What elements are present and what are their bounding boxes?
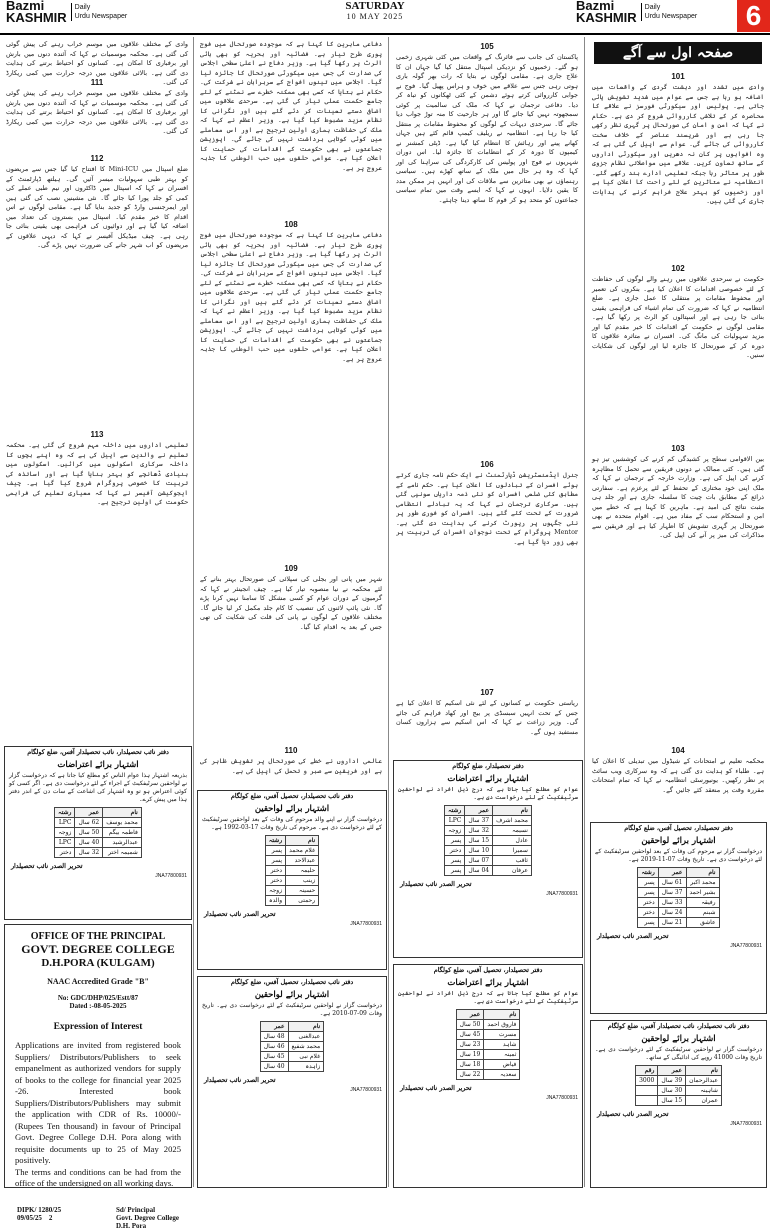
notice-ref: JNA77800931 <box>730 1121 762 1127</box>
notice-header: دفتر نائب تحصیلدار، تحصیل آفس، ضلع کولگام <box>230 793 354 800</box>
brand-logo-right: Bazmi KASHMIR <box>576 0 637 25</box>
article-number: 111 <box>90 78 104 87</box>
page-number: 6 <box>737 0 770 32</box>
notice-ref: JNA77800931 <box>546 891 578 897</box>
notice-signature: تحریر الصدر نائب تحصیلدار <box>11 863 83 870</box>
article-109 <box>200 562 382 735</box>
article-body: ریاستی حکومت نے کسانوں کے لئے نئی اسکیم کا اعلان کیا ہے جس کے تحت انہیں سبسڈی پر بیج اور کھاد فراہم کی جائے گی۔ وزیر زراعت نے کہا کہ اس اسکیم سے ہزاروں کسان مستفید ہوں گے۔ <box>396 699 578 736</box>
article-number: 105 <box>480 42 494 51</box>
article-number: 107 <box>480 688 494 697</box>
legal-notice <box>393 964 583 1188</box>
notice-heading: Expression of Interest <box>53 1022 143 1032</box>
article-number: 102 <box>671 264 685 273</box>
notice-header: دفتر تحصیلدار، ضلع کولگام <box>452 763 524 770</box>
article-number: 109 <box>284 564 298 573</box>
article-body: عالمی اداروں نے خطے کی صورتحال پر تشویش ظاہر کی ہے اور فریقین سے صبر و تحمل کی اپیل کی ہے۔ <box>200 757 382 775</box>
notice-body: درخواست گزار نے اپنے والد مرحوم کی وفات کے بعد لواحقین سرٹیفکیٹ کے لئے درخواست دی ہے۔ مرحوم کی تاریخ وفات 17-03-1992 ہے۔ <box>202 816 382 831</box>
article-body: حکومت نے سرحدی علاقوں میں رہنے والے لوگوں کی حفاظت کے لئے خصوصی اقدامات کا اعلان کیا ہے۔ بنکروں کی تعمیر اور محفوظ مقامات پر منتقلی کا عمل جاری ہے۔ ضلع انتظامیہ نے کہا کہ ضرورت کی تمام اشیاء کی فراہمی یقینی بنائی جا رہی ہے اور اسپتالوں کو الرٹ پر رکھا گیا ہے۔ مقامی لوگوں نے حکومت کے اقدامات کا خیر مقدم کیا اور مزید سہولیات کی مانگ کی۔ افسران نے متاثرہ علاقوں کا دورہ کر کے صورتحال کا جائزہ لیا اور لوگوں کی شکایات سنیں۔ <box>592 275 764 359</box>
notice-body: درخواست گزار نے لواحقین سرٹیفکیٹ کے لئے درخواست دی ہے۔ تاریخ وفات 41000 روپے کی ادائیگی کے ساتھ۔ <box>595 1046 762 1061</box>
issue-date-text: 10 MAY 2025 <box>346 12 404 21</box>
article-number: 101 <box>671 72 685 81</box>
masthead-rule <box>0 33 770 35</box>
notice-office: OFFICE OF THE PRINCIPAL <box>30 931 166 942</box>
article-body: ضلع اسپتال میں Mini-ICU کا افتتاح کیا گیا جس سے مریضوں کو بہتر طبی سہولیات میسر آئیں گی۔ ہیلتھ ڈپارٹمنٹ کے افسران نے کہا کہ اسپتال میں ڈاکٹروں اور نیم طبی عملے کی کمی کو جلد پورا کیا جائے گا۔ نئی مشینیں نصب کی گئی ہیں اور ایمرجنسی وارڈ کو جدید بنایا گیا ہے۔ مقامی لوگوں نے اس اقدام کا خیر مقدم کیا۔ اسپتال میں بستروں کی تعداد میں اضافہ کیا گیا ہے اور دوائیوں کی فراہمی بھی یقینی بنائی جا رہی ہے۔ چیف میڈیکل آفیسر نے کہا کہ دیہی علاقوں کے مریضوں کو اب شہر جانے کی ضرورت نہیں پڑے گی۔ <box>6 165 188 249</box>
masthead-right <box>576 0 697 28</box>
legal-notice <box>4 746 192 920</box>
notice-header: دفتر نائب تحصیلدار، نائب تحصیلدار آفس، ضلع کولگام <box>607 1023 750 1030</box>
notice-body: درخواست گزار نے مرحوم کی وفات کے بعد لواحقین سرٹیفکیٹ کے لئے درخواست دی ہے۔ تاریخ وفات 07-11-2019 ہے۔ <box>595 848 762 863</box>
article-number: 110 <box>284 746 298 755</box>
notice-signature: تحریر الصدر نائب تحصیلدار <box>400 1085 472 1092</box>
article-107 <box>396 686 578 763</box>
article-body: شہر میں پانی اور بجلی کی سپلائی کی صورتحال بہتر بنانے کے لئے محکمہ نے نیا منصوبہ تیار کیا ہے۔ چیف انجینئر نے کہا کہ گرمیوں کے دوران عوام کو کسی مشکل کا سامنا نہیں کرنا پڑے گا۔ نئی پائپ لائنوں کی تنصیب کا کام جلد مکمل کر لیا جائے گا۔ مختلف علاقوں کے لوگوں نے پانی کی قلت کی شکایت کی تھی جس کے بعد یہ اقدام کیا گیا۔ <box>200 575 382 631</box>
notice-header: دفتر نائب تحصیلدار، نائب تحصیلدار آفس، ضلع کولگام <box>27 749 169 756</box>
notice-refs: DIPK/ 1280/25 09/05/25 2 <box>17 1205 62 1222</box>
notice-header: دفتر نائب تحصیلدار، تحصیل آفس، ضلع کولگام <box>230 979 354 986</box>
notice-title: اشتہار برائے لواحقین <box>641 836 716 846</box>
article-body: وادی کے مختلف علاقوں میں موسم خراب رہنے کی پیش گوئی کی گئی ہے۔ محکمہ موسمیات نے کہا کہ آئندہ دنوں میں بارش اور برفباری کا امکان ہے۔ کسانوں کو احتیاط برتنے کی ہدایت دی گئی ہے۔ بالائی علاقوں میں درجہ حرارت میں کمی ریکارڈ کی گئی۔ <box>6 89 188 135</box>
article-number: 103 <box>671 444 685 453</box>
legal-notice <box>197 976 387 1188</box>
notice-table: نام عمر فاروق احمد 50 سال مسرت 45 سال شاہد 23 سال ثمینہ 19 سال فیاض 18 سال سعدیہ 22 سال <box>456 1009 521 1080</box>
notice-title: اشتہار برائے اعتراضات <box>447 978 529 988</box>
masthead-left <box>6 0 127 28</box>
article-113 <box>6 428 188 743</box>
brand-logo-left: Bazmi KASHMIR <box>6 0 67 25</box>
notice-dated: Dated :-08-05-2025 <box>69 1002 127 1010</box>
notice-signature: تحریر الصدر نائب تحصیلدار <box>204 911 276 918</box>
notice-table: نام عمر رشتہ محمد اشرف 37 سال LPC نسیمہ 32 سال زوجہ عادل 15 سال پسر سمیرا 10 سال دختر ثاقب 07 سال پسر عرفان 04 سال پسر <box>444 805 532 876</box>
notice-signatory: Sd/ Principal Govt. Degree College D.H. Pora <box>115 1205 179 1230</box>
notice-body: عوام کو مطلع کیا جاتا ہے کہ درج ذیل افراد نے لواحقین سرٹیفکیٹ کے لئے درخواست دی ہے۔ <box>398 990 578 1005</box>
article-body: پاکستان کی جانب سے فائرنگ کے واقعات میں کئی شہری زخمی ہو گئے۔ زخمیوں کو نزدیکی اسپتال منتقل کیا گیا جہاں ان کا علاج جاری ہے۔ مقامی لوگوں نے بتایا کہ رات بھر گولہ باری ہوتی رہی جس سے علاقے میں خوف و ہراس پھیل گیا۔ فوج نے جوابی کارروائی کرتے ہوئے دشمن کے کئی ٹھکانوں کو تباہ کر دیا۔ دفاعی ترجمان نے کہا کہ ملک کی سالمیت پر کوئی سمجھوتہ نہیں کیا جائے گا اور ہر جارحیت کا منہ توڑ جواب دیا جائے گا۔ سرحدی دیہات کے لوگوں کو محفوظ مقامات پر منتقل کیا جا رہا ہے۔ انتظامیہ نے ریلیف کیمپ قائم کئے ہیں جہاں کھانے پینے اور رہائش کا انتظام کیا گیا ہے۔ ڈپٹی کمشنر نے کیمپوں کا دورہ کر کے انتظامات کا جائزہ لیا۔ اس دوران شہریوں نے فوج اور پولیس کی کارکردگی کی سراہنا کی اور کہا کہ وہ ہر حال میں ملک کے ساتھ کھڑے ہیں۔ سیاسی رہنماؤں نے بھی متاثرین سے ملاقات کی اور انہیں ہر ممکن مدد کا یقین دلایا۔ انہوں نے کہا کہ ایسے وقت میں تمام سیاسی جماعتوں کو متحد ہو کر قوم کا ساتھ دینا چاہئے۔ <box>396 53 578 204</box>
brand-sub-right: Daily Urdu Newspaper <box>641 3 698 21</box>
article-number: 106 <box>480 460 494 469</box>
article-111 <box>6 76 188 155</box>
notice-body: بذریعہ اشتہار ہذا عوام الناس کو مطلع کیا جاتا ہے کہ درخواست گزار نے لواحقین سرٹیفکیٹ کے اجراء کے لئے درخواست دی ہے۔ اگر کسی کو کوئی اعتراض ہو تو وہ اشتہار کی اشاعت کے سات دن کے اندر دفتر ہذا میں پیش کرے۔ <box>9 772 187 803</box>
article-110 <box>200 744 382 785</box>
article-body: وادی کے مختلف علاقوں میں موسم خراب رہنے کی پیش گوئی کی گئی ہے۔ محکمہ موسمیات نے کہا کہ آئندہ دنوں میں بارش اور برفباری کا امکان ہے۔ کسانوں کو احتیاط برتنے کی ہدایت دی گئی ہے۔ بالائی علاقوں میں درجہ حرارت میں کمی ریکارڈ کی گئی۔ <box>6 40 188 86</box>
notice-signature: تحریر الصدر نائب تحصیلدار <box>597 933 669 940</box>
article-number: 113 <box>90 430 104 439</box>
article-103 <box>592 442 764 745</box>
notice-title: اشتہار برائے لواحقین <box>254 804 330 814</box>
legal-notice <box>393 760 583 958</box>
notice-number: No: GDC/DHP/025/Estt/87 <box>57 994 139 1002</box>
article-number: 108 <box>284 220 298 229</box>
notice-header: دفتر تحصیلدار، تحصیل آفس، ضلع کولگام <box>624 825 733 832</box>
article-body: تعلیمی اداروں میں داخلہ مہم شروع کی گئی ہے۔ محکمہ تعلیم نے والدین سے اپیل کی ہے کہ وہ اپنے بچوں کا داخلہ سرکاری اسکولوں میں کرائیں۔ اسکولوں میں بنیادی ڈھانچے کو بہتر بنایا گیا ہے اور اساتذہ کی تربیت کا خصوصی پروگرام شروع کیا گیا ہے۔ چیف ایجوکیشن آفیسر نے کہا کہ معیاری تعلیم کی فراہمی حکومت کی اولین ترجیح ہے۔ <box>6 441 188 506</box>
notice-signature: تحریر الصدر نائب تحصیلدار <box>204 1077 276 1084</box>
notice-place: D.H.PORA (KULGAM) <box>41 957 155 969</box>
notice-college: GOVT. DEGREE COLLEGE <box>21 942 175 956</box>
notice-signature: تحریر الصدر نائب تحصیلدار <box>400 881 472 888</box>
article-112 <box>6 152 188 427</box>
article-continued <box>200 40 382 210</box>
legal-notice <box>590 1020 767 1188</box>
article-104 <box>592 744 764 817</box>
notice-body: Applications are invited from registered book Suppliers/ Distributors/Publishers to seek empanelment as authorized vendors for supply of books to the college for financial year 2025 -26. Interested book Suppliers/Distributors/Publishers may submit the application with CDR of Rs. 10000/- (Rupees Ten thousand) in favour of Principal Govt. Degree College D.H. Pora along with requisite documents up to 25 of May 2025 positively. The terms and conditions can be had from the office of the undersigned on all working days. <box>15 1040 181 1188</box>
notice-table: نام عمر رشتہ محمد اکبر 61 سال پسر بشیر احمد 37 سال پسر رفیقہ 33 سال دختر شبنم 24 سال دختر عاشق 21 سال پسر <box>637 867 719 928</box>
notice-body: عوام کو مطلع کیا جاتا ہے کہ درج ذیل افراد نے لواحقین سرٹیفکیٹ کے لئے درخواست دی ہے۔ <box>398 786 578 801</box>
article-body: دفاعی ماہرین کا کہنا ہے کہ موجودہ صورتحال میں فوج پوری طرح تیار ہے۔ فضائیہ اور بحریہ کو بھی ہائی الرٹ پر رکھا گیا ہے۔ وزیر دفاع نے اعلیٰ سطحی اجلاس کی صدارت کی جس میں سیکورٹی صورتحال کا جائزہ لیا گیا۔ اجلاس میں تینوں افواج کے سربراہان نے شرکت کی۔ حکام نے بتایا کہ کسی بھی ممکنہ خطرے سے نمٹنے کے لئے جامع حکمت عملی تیار کی گئی ہے۔ سرحدی علاقوں میں اضافی دستے تعینات کر دئے گئے ہیں اور نگرانی کا نظام مزید مضبوط کیا گیا ہے۔ وزیر اعظم نے کہا کہ ملک کی حفاظت ہماری اولین ترجیح ہے اور اس معاملے میں کوئی کوتاہی برداشت نہیں کی جائے گی۔ اپوزیشن جماعتوں نے بھی حکومت کے اقدامات کی حمایت کا اعلان کیا ہے۔ عوامی حلقوں میں حب الوطنی کا جذبہ عروج پر ہے۔ <box>200 231 382 363</box>
brand-sub-left: Daily Urdu Newspaper <box>71 3 128 21</box>
article-body: محکمہ تعلیم نے امتحانات کے شیڈول میں تبدیلی کا اعلان کیا ہے۔ طلباء کو ہدایت دی گئی ہے کہ وہ سرکاری ویب سائٹ پر نظر رکھیں۔ یونیورسٹی انتظامیہ نے کہا کہ تمام امتحانات مقررہ وقت پر منعقد کئے جائیں گے۔ <box>592 757 764 794</box>
notice-ref: JNA77800931 <box>546 1095 578 1101</box>
notice-table: نام رشتہ غلام محمد پسر عبدالاحد پسر حلیمہ دختر زینب دختر حسینہ زوجہ رحمتی والدہ <box>265 835 319 906</box>
notice-ref: JNA77800931 <box>350 921 382 927</box>
notice-title: اشتہار برائے لواحقین <box>641 1034 716 1044</box>
column-divider <box>193 37 194 1187</box>
notice-table: نام عمر رقم عبدالرحمان 39 سال 3000 شاہینہ 30 سال عمران 15 سال <box>635 1065 722 1106</box>
notice-footer <box>5 1206 191 1230</box>
column-divider <box>584 37 585 1187</box>
article-body: جنرل ایڈمنسٹریشن ڈپارٹمنٹ نے ایک حکم نامہ جاری کرتے ہوئے افسران کے تبادلوں کا اعلان کیا ہے۔ حکم نامے کے مطابق کئی ضلعی افسران کو نئی ذمہ داریاں سونپی گئی ہیں۔ سرکاری ترجمان نے کہا کہ یہ تبادلے انتظامی ضرورت کے تحت کئے گئے ہیں۔ افسران کو فوری طور پر نئی جگہوں پر رپورٹ کرنے کی ہدایت دی گئی ہے۔ Mentor پروگرام کے تحت نوجوان افسران کی تربیت پر بھی زور دیا گیا ہے۔ <box>396 471 578 546</box>
issue-day: SATURDAY <box>345 0 405 12</box>
article-number: 112 <box>90 154 104 163</box>
article-102 <box>592 262 764 443</box>
college-tender-notice <box>4 924 192 1230</box>
column-divider <box>388 37 389 1187</box>
notice-title: اشتہار برائے اعتراضات <box>447 774 529 784</box>
notice-naac: NAAC Accredited Grade "B" <box>47 977 149 986</box>
legal-notice <box>590 822 767 1014</box>
article-108 <box>200 218 382 561</box>
article-106 <box>396 458 578 681</box>
notice-ref: JNA77800931 <box>730 943 762 949</box>
article-105 <box>396 40 578 453</box>
article-body: بین الاقوامی سطح پر کشیدگی کم کرنے کی کوششیں تیز ہو گئی ہیں۔ کئی ممالک نے دونوں فریقین سے تحمل کا مظاہرہ کرنے کی اپیل کی ہے۔ وزارت خارجہ کے ترجمان نے کہا کہ ملک اپنی خود مختاری کے تحفظ کے لئے پرعزم ہے۔ سفارتی ذرائع کے مطابق بات چیت کا سلسلہ جاری ہے اور جلد ہی مثبت نتائج کی امید ہے۔ ماہرین کا کہنا ہے کہ خطے میں امن و استحکام سب کے مفاد میں ہے۔ اقوام متحدہ نے بھی صورتحال پر گہری تشویش کا اظہار کیا ہے اور فریقین سے مذاکرات کی میز پر آنے کی اپیل کی۔ <box>592 455 764 539</box>
article-body: وادی میں تشدد اور دہشت گردی کے واقعات میں اضافہ ہو رہا ہے جس سے عوام میں شدید تشویش پائی جاتی ہے۔ پولیس اور سیکورٹی فورسز نے علاقے کا محاصرہ کر کے تلاشی کارروائی شروع کر دی ہے۔ حکام نے کہا کہ امن و امان کی صورتحال پر گہری نظر رکھی جا رہی ہے اور شرپسند عناصر کے خلاف سخت کارروائی کی جائے گی۔ عوام سے اپیل کی گئی ہے کہ وہ افواہوں پر کان نہ دھریں اور سیکورٹی اداروں کے ساتھ تعاون کریں۔ علاقے میں مواصلاتی نظام جزوی طور پر متاثر رہا جبکہ تعلیمی ادارے بند رکھے گئے۔ انتظامیہ نے متاثرین کے لئے راحت کا اعلان کیا ہے اور زخمیوں کو بہتر علاج فراہم کرنے کی ہدایات جاری کی گئی ہیں۔ <box>592 83 764 205</box>
notice-table: نام عمر رشتہ محمد یوسف 62 سال LPC فاطمہ بیگم 50 سال زوجہ عبدالرشید 40 سال LPC شمیمہ اختر 32 سال دختر <box>54 807 142 858</box>
article-body: دفاعی ماہرین کا کہنا ہے کہ موجودہ صورتحال میں فوج پوری طرح تیار ہے۔ فضائیہ اور بحریہ کو بھی ہائی الرٹ پر رکھا گیا ہے۔ وزیر دفاع نے اعلیٰ سطحی اجلاس کی صدارت کی جس میں سیکورٹی صورتحال کا جائزہ لیا گیا۔ اجلاس میں تینوں افواج کے سربراہان نے شرکت کی۔ حکام نے بتایا کہ کسی بھی ممکنہ خطرے سے نمٹنے کے لئے جامع حکمت عملی تیار کی گئی ہے۔ سرحدی علاقوں میں اضافی دستے تعینات کر دئے گئے ہیں اور نگرانی کا نظام مزید مضبوط کیا گیا ہے۔ وزیر اعظم نے کہا کہ ملک کی حفاظت ہماری اولین ترجیح ہے اور اس معاملے میں کوئی کوتاہی برداشت نہیں کی جائے گی۔ اپوزیشن جماعتوں نے بھی حکومت کے اقدامات کی حمایت کا اعلان کیا ہے۔ عوامی حلقوں میں حب الوطنی کا جذبہ عروج پر ہے۔ <box>200 40 382 172</box>
notice-header: دفتر تحصیلدار، تحصیل آفس، ضلع کولگام <box>433 967 543 974</box>
notice-ref: JNA77800931 <box>155 873 187 879</box>
notice-body: درخواست گزار نے لواحقین سرٹیفکیٹ کے لئے درخواست دی ہے۔ تاریخ وفات 09-07-2010 ہے۔ <box>202 1002 382 1017</box>
article-101 <box>592 70 764 265</box>
issue-date <box>315 0 435 21</box>
notice-table: نام عمر عبدالغنی 48 سال محمد شفیع 46 سال غلام نبی 45 سال زاہدہ 40 سال <box>260 1021 324 1072</box>
notice-title: اشتہار برائے اعتراضات <box>57 760 139 770</box>
notice-ref: JNA77800931 <box>350 1087 382 1093</box>
notice-signature: تحریر الصدر نائب تحصیلدار <box>597 1111 669 1118</box>
notice-title: اشتہار برائے لواحقین <box>254 990 330 1000</box>
legal-notice <box>197 790 387 970</box>
article-number: 104 <box>671 746 685 755</box>
section-banner: صفحہ اول سے آگے <box>594 42 762 64</box>
